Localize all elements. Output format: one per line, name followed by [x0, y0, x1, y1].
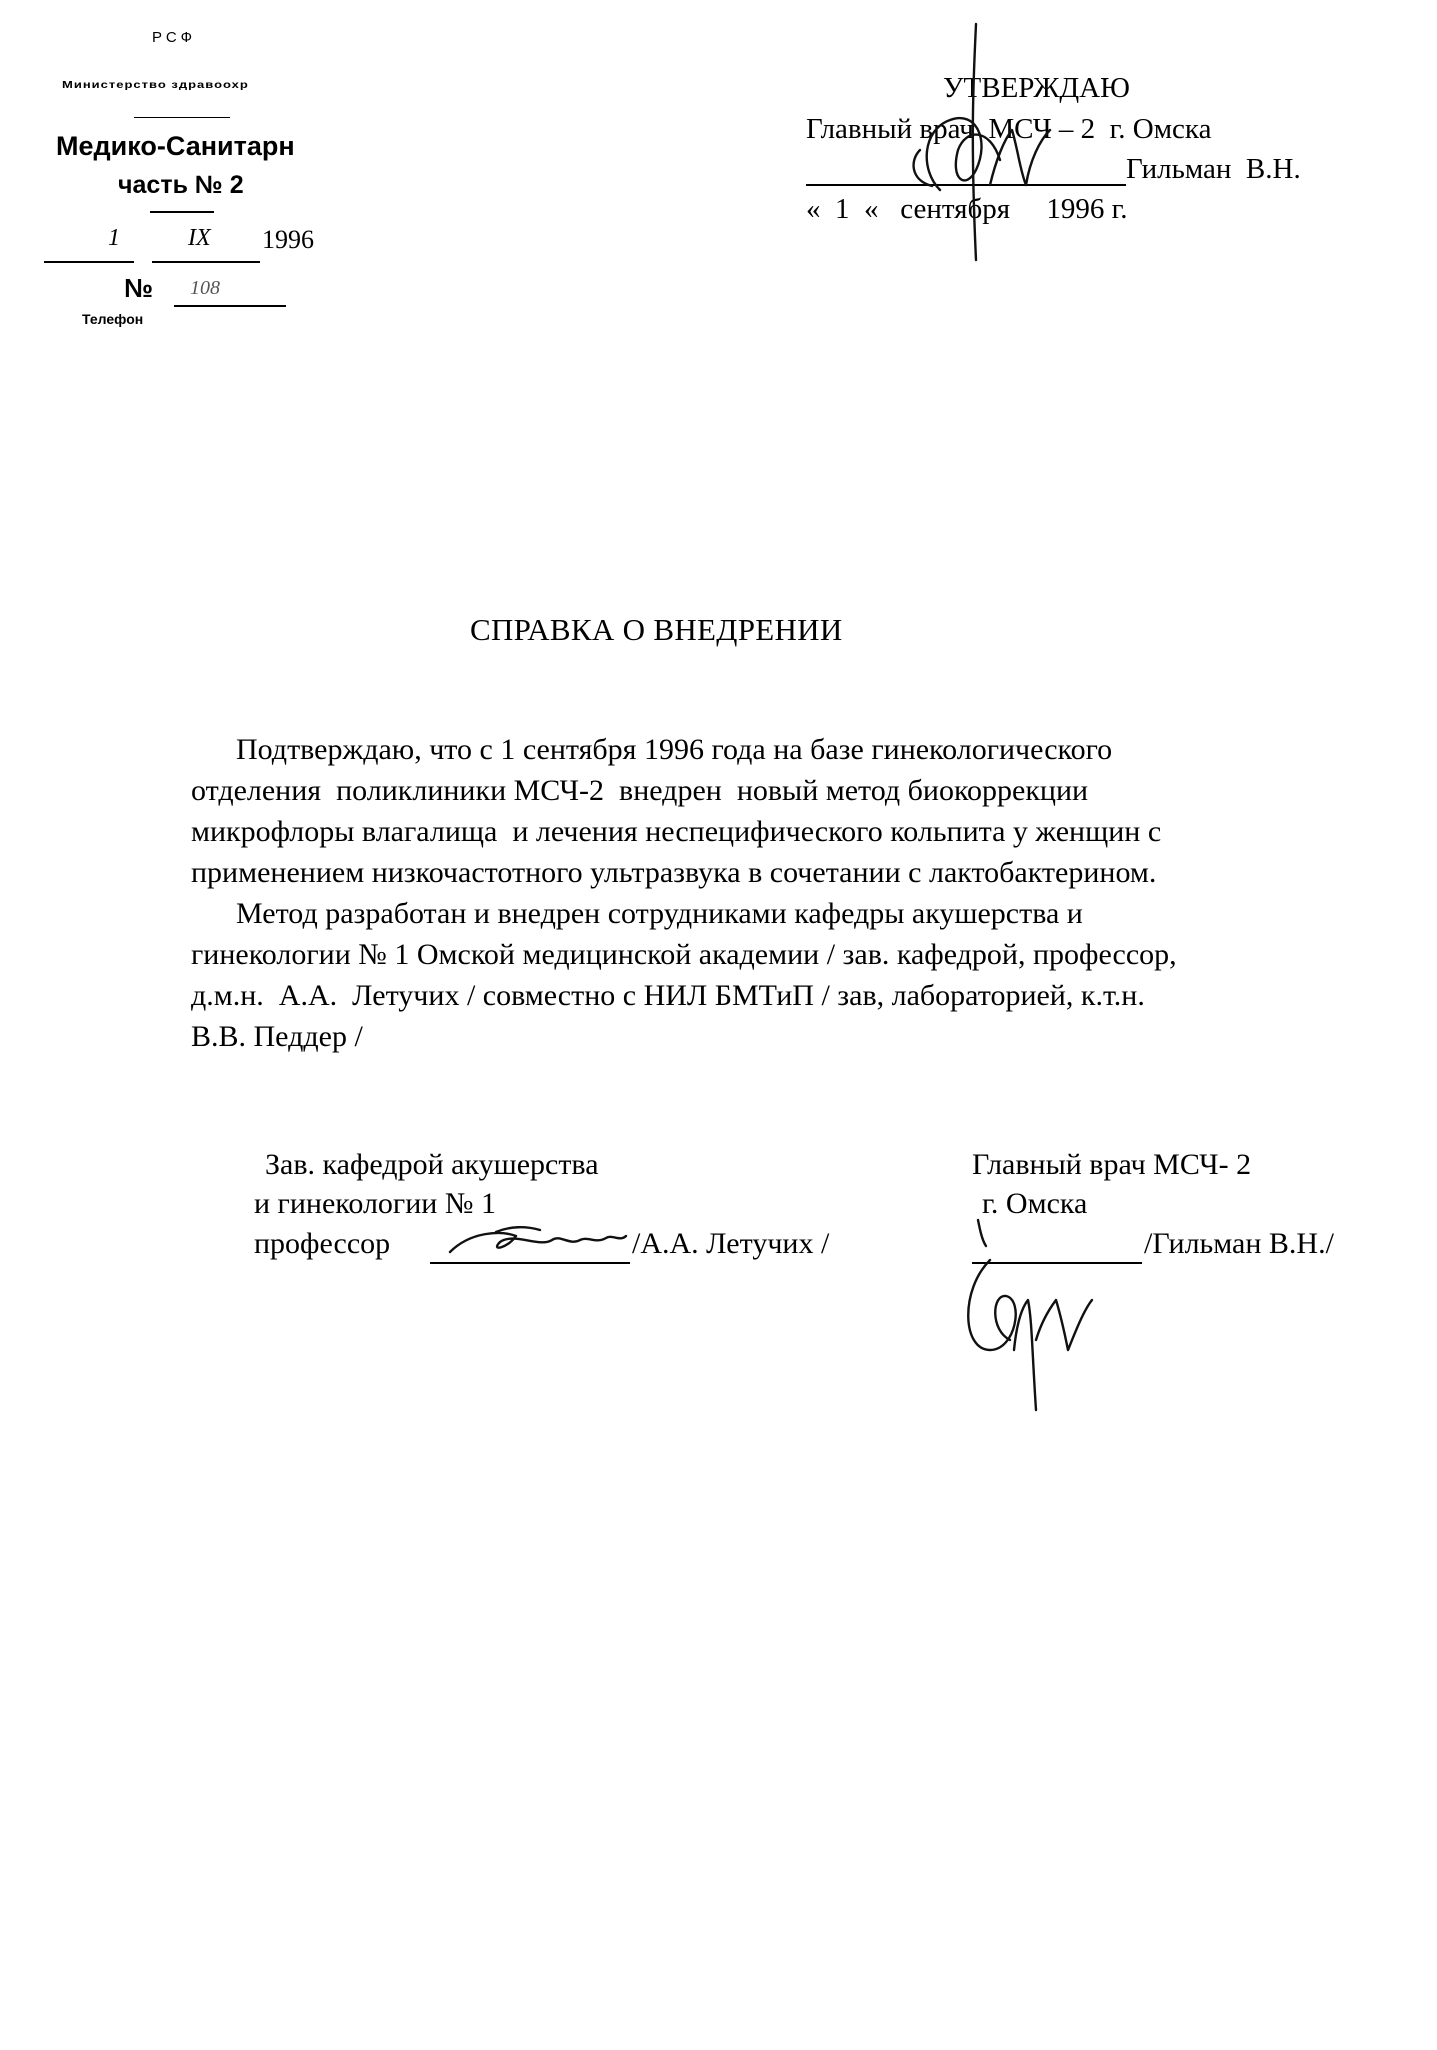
body-p2-line-1: Метод разработан и внедрен сотрудниками кафедры акушерства и — [236, 897, 1083, 930]
stamp-date-month: IX — [188, 225, 211, 251]
document-title: СПРАВКА О ВНЕДРЕНИИ — [470, 612, 843, 647]
body-p2-line-2: гинекологии № 1 Омской медицинской академии / зав. кафедрой, профессор, — [191, 938, 1177, 971]
body-p1-line-1: Подтверждаю, что с 1 сентября 1996 года на базе гинекологического — [236, 733, 1113, 766]
right-signer-line-2: г. Омска — [982, 1187, 1088, 1220]
stamp-line-1: РСФ — [152, 29, 197, 46]
right-signer-line-1: Главный врач МСЧ- 2 — [972, 1148, 1252, 1181]
stamp-rule-1 — [134, 117, 230, 118]
stamp-number-label: № — [124, 273, 153, 303]
stamp-phone-label: Телефон — [82, 311, 144, 327]
approval-signature — [880, 10, 1120, 270]
left-signer-line-1: Зав. кафедрой акушерства — [265, 1148, 599, 1181]
approval-heading: УТВЕРЖДАЮ — [943, 72, 1130, 104]
stamp-date-rule-2 — [152, 261, 260, 263]
approval-position: Главный врач МСЧ – 2 г. Омска — [806, 113, 1212, 145]
stamp-line-4: часть № 2 — [118, 171, 244, 199]
body-p2-line-4: В.В. Педдер / — [191, 1020, 363, 1053]
stamp-date-year: 1996 — [262, 225, 314, 254]
body-p1-line-3: микрофлоры влагалища и лечения неспецифического кольпита у женщин с — [191, 815, 1162, 848]
approval-date: « 1 « сентября 1996 г. — [806, 193, 1128, 225]
left-signer-line-2: и гинекологии № 1 — [254, 1187, 496, 1220]
stamp-number-value: 108 — [190, 277, 220, 299]
left-signer-prefix: профессор — [254, 1227, 391, 1260]
stamp-rule-2 — [150, 211, 214, 213]
body-p1-line-2: отделения поликлиники МСЧ-2 внедрен новый метод биокоррекции — [191, 774, 1089, 807]
left-signature-line — [430, 1262, 630, 1264]
stamp-line-3: Медико-Санитарн — [56, 131, 295, 161]
organization-stamp — [40, 25, 370, 345]
right-signature — [920, 1200, 1120, 1430]
right-signer-name: /Гильман В.Н./ — [1144, 1227, 1334, 1260]
left-signature — [430, 1222, 630, 1262]
body-p2-line-3: д.м.н. А.А. Летучих / совместно с НИЛ БМТиП / зав, лабораторией, к.т.н. — [191, 979, 1145, 1012]
stamp-number-rule — [174, 305, 286, 307]
stamp-date-rule-1 — [44, 261, 134, 263]
approval-signer: Гильман В.Н. — [1126, 153, 1301, 185]
stamp-date-day: 1 — [108, 225, 120, 251]
stamp-line-2: Министерство здравоохр — [62, 78, 249, 91]
body-p1-line-4: применением низкочастотного ультразвука в сочетании с лактобактерином. — [191, 856, 1157, 889]
left-signer-name: /А.А. Летучих / — [632, 1227, 830, 1260]
